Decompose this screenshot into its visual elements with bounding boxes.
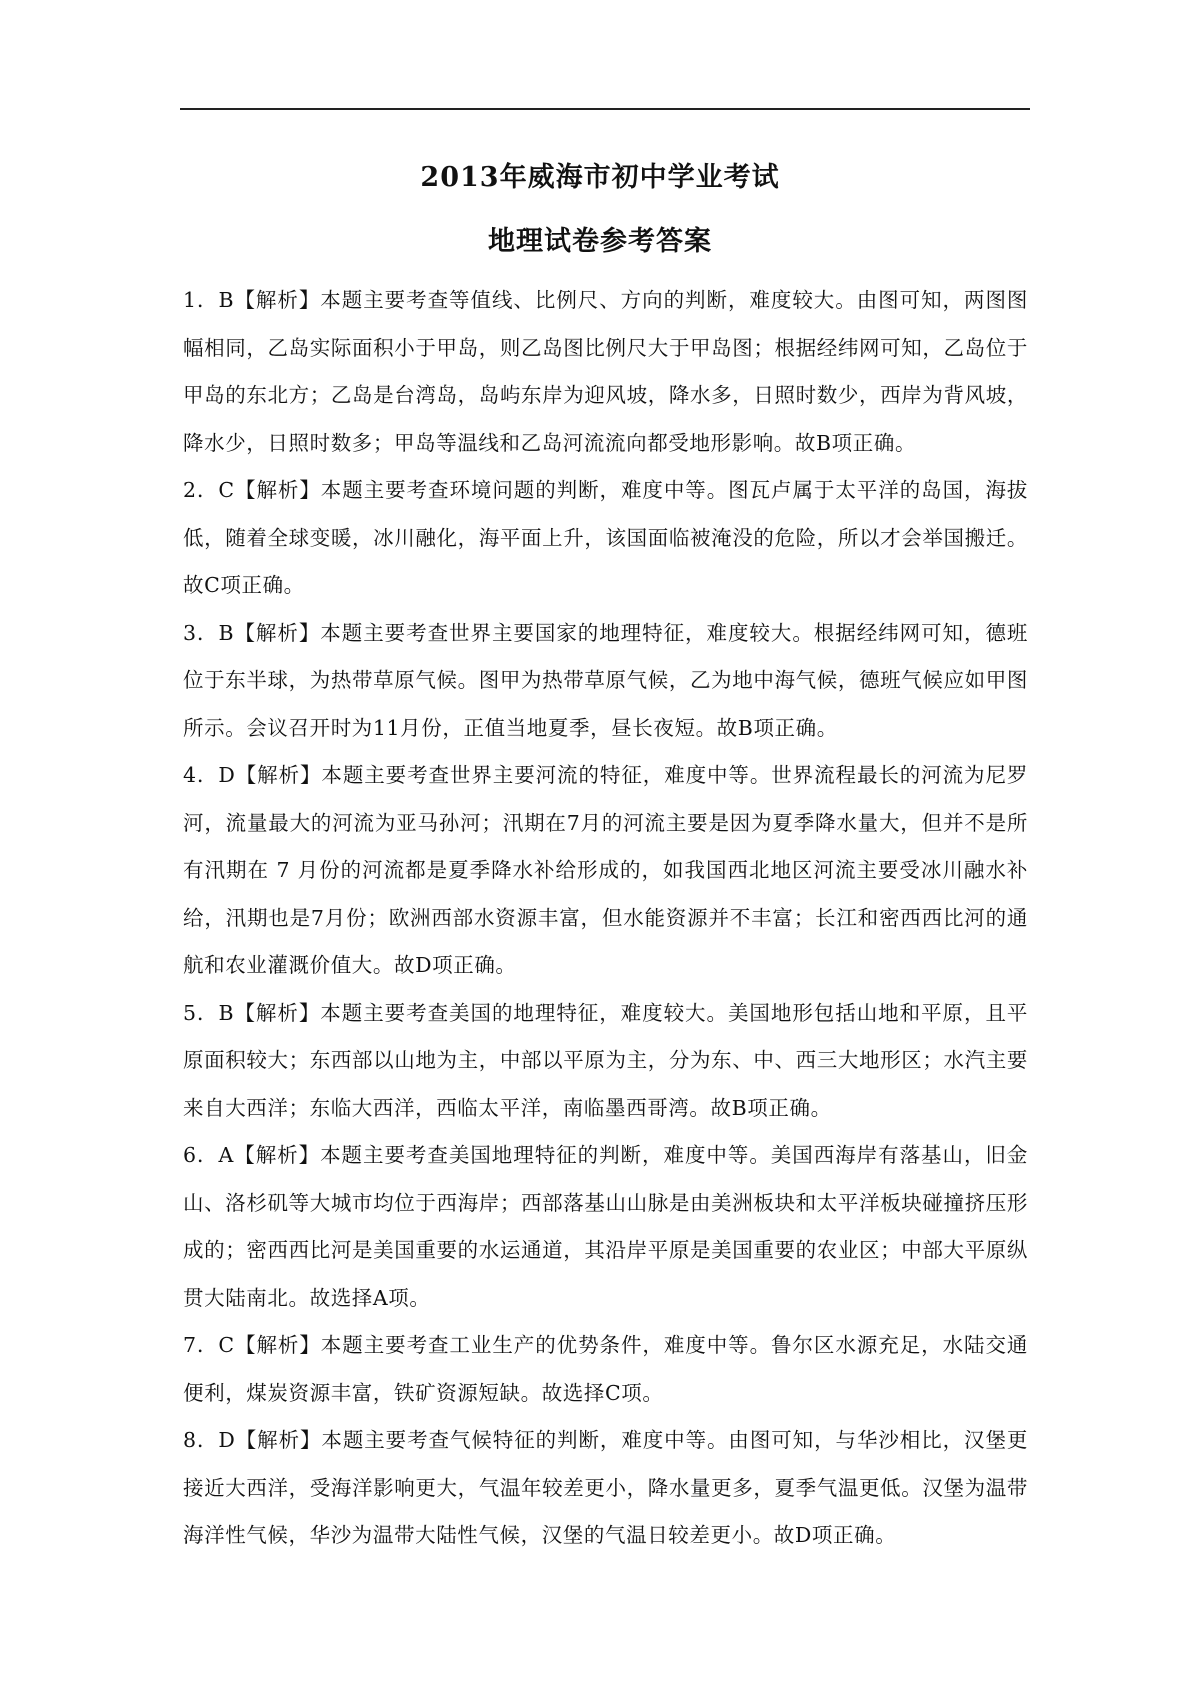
- answer-item-2: 2．C【解析】本题主要考查环境问题的判断，难度中等。图瓦卢属于太平洋的岛国，海拔低，随着全球变暖，冰川融化，海平面上升，该国面临被淹没的危险，所以才会举国搬迁。故C项正确。: [183, 478, 1028, 597]
- answer-item-4: 4．D【解析】本题主要考查世界主要河流的特征，难度中等。世界流程最长的河流为尼罗河，流量最大的河流为亚马孙河；汛期在7月的河流主要是因为夏季降水量大，但并不是所有汛期在 7 月份的河流都是夏季降水补给形成的，如我国西北地区河流主要受冰川融水补给，汛期也是7月份；欧洲西部水资源丰富，但水能资源并不丰富；长江和密西西比河的通航和农业灌溉价值大。故D项正确。: [183, 763, 1028, 977]
- answer-item-1: 1．B【解析】本题主要考查等值线、比例尺、方向的判断，难度较大。由图可知，两图图幅相同，乙岛实际面积小于甲岛，则乙岛图比例尺大于甲岛图；根据经纬网可知，乙岛位于甲岛的东北方；乙岛是台湾岛，岛屿东岸为迎风坡，降水多，日照时数少，西岸为背风坡，降水少，日照时数多；甲岛等温线和乙岛河流流向都受地形影响。故B项正确。: [183, 288, 1028, 455]
- document-title: 2013年威海市初中学业考试: [420, 162, 780, 193]
- answer-item-8: 8．D【解析】本题主要考查气候特征的判断，难度中等。由图可知，与华沙相比，汉堡更接近大西洋，受海洋影响更大，气温年较差更小，降水量更多，夏季气温更低。汉堡为温带海洋性气候，华沙为温带大陆性气候，汉堡的气温日较差更小。故D项正确。: [183, 1428, 1028, 1547]
- answer-item-7: 7．C【解析】本题主要考查工业生产的优势条件，难度中等。鲁尔区水源充足，水陆交通便利，煤炭资源丰富，铁矿资源短缺。故选择C项。: [183, 1333, 1028, 1405]
- answer-item-3: 3．B【解析】本题主要考查世界主要国家的地理特征，难度较大。根据经纬网可知，德班位于东半球，为热带草原气候。图甲为热带草原气候，乙为地中海气候，德班气候应如甲图所示。会议召开时为11月份，正值当地夏季，昼长夜短。故B项正确。: [183, 620, 1028, 740]
- document-subtitle: 地理试卷参考答案: [488, 226, 712, 257]
- answer-list: [183, 277, 1028, 1560]
- answer-item-6: 6．A【解析】本题主要考查美国地理特征的判断，难度中等。美国西海岸有落基山，旧金山、洛杉矶等大城市均位于西海岸；西部落基山山脉是由美洲板块和太平洋板块碰撞挤压形成的；密西西比河是美国重要的水运通道，其沿岸平原是美国重要的农业区；中部大平原纵贯大陆南北。故选择A项。: [183, 1143, 1028, 1310]
- answer-item-5: 5．B【解析】本题主要考查美国的地理特征，难度较大。美国地形包括山地和平原，且平原面积较大；东西部以山地为主，中部以平原为主，分为东、中、西三大地形区；水汽主要来自大西洋；东临大西洋，西临太平洋，南临墨西哥湾。故B项正确。: [183, 1000, 1028, 1120]
- header-rule: [180, 108, 1030, 110]
